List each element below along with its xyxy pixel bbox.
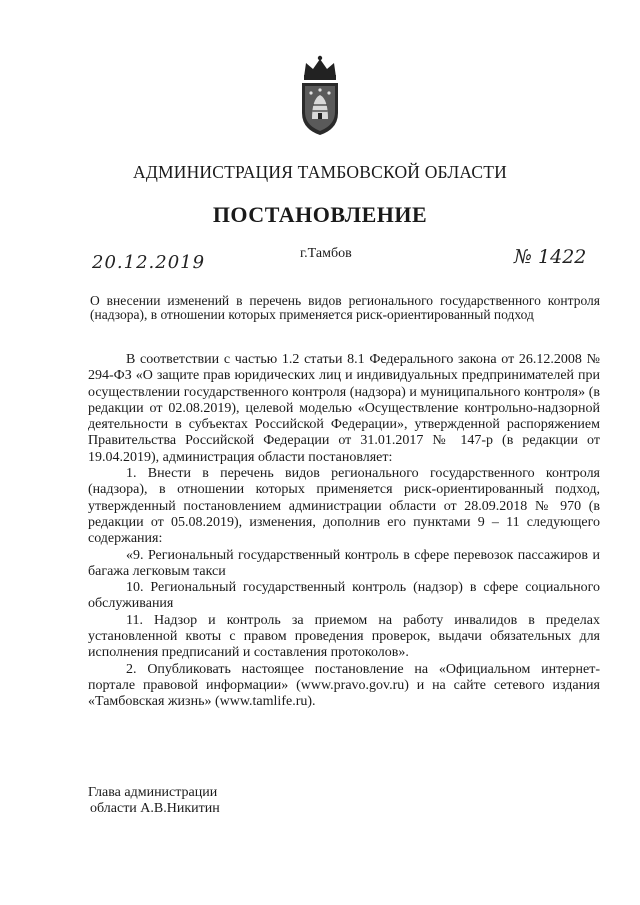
document-city: г.Тамбов <box>300 246 352 261</box>
item-10-paragraph: 10. Региональный государственный контроль (надзор) в сфере социального обслуживания <box>88 580 600 612</box>
coat-of-arms-icon <box>296 55 344 137</box>
document-number: № 1422 <box>514 246 587 268</box>
clause-1-paragraph: 1. Внести в перечень видов регионального государственного контроля (надзора), в отношении которых применяется риск-ориентированный подход, утвержденный постановлением администрации области от 28.09.2018 № 970 (в редакции от 05.08.2019), изменения, дополнив его пунктами 9 – 11 следующего содержания: <box>88 466 600 547</box>
signature-block <box>88 785 220 817</box>
document-body <box>88 352 600 711</box>
document-type-heading: ПОСТАНОВЛЕНИЕ <box>212 202 428 227</box>
item-11-paragraph: 11. Надзор и контроль за приемом на работу инвалидов в пределах установленной квоты с правом проведения проверок, выдачи обязательных для исполнения предписаний и составления протоколов». <box>88 612 600 661</box>
organization-title: АДМИНИСТРАЦИЯ ТАМБОВСКОЙ ОБЛАСТИ <box>133 162 507 182</box>
document-date: 20.12.2019 <box>92 252 206 273</box>
document-subject: О внесении изменений в перечень видов регионального государственного контроля (надзора), в отношении которых применяется риск-ориентированный подход <box>90 293 600 322</box>
item-9-paragraph: «9. Региональный государственный контроль в сфере перевозок пассажиров и багажа легковым такси <box>88 547 600 579</box>
clause-2-paragraph: 2. Опубликовать настоящее постановление на «Официальном интернет-портале правовой информации» (www.pravo.gov.ru) и на сайте сетевого издания «Тамбовская жизнь» (www.tamlife.ru). <box>88 661 600 710</box>
signature-position: Глава администрации <box>88 785 218 800</box>
preamble-paragraph: В соответствии с частью 1.2 статьи 8.1 Федерального закона от 26.12.2008 № 294-ФЗ «О защите прав юридических лиц и индивидуальных предпринимателей при осуществлении государственного контроля (надзора) и муниципального контроля» (в редакции от 02.08.2019), целевой моделью «Осуществление контрольно-надзорной деятельности в субъектах Российской Федерации», утвержденной распоряжением Правительства Российской Федерации от 31.01.2017 № 147-р (в редакции от 19.04.2019), администрация области постановляет: <box>88 352 600 465</box>
signature-name: области А.В.Никитин <box>90 801 220 816</box>
